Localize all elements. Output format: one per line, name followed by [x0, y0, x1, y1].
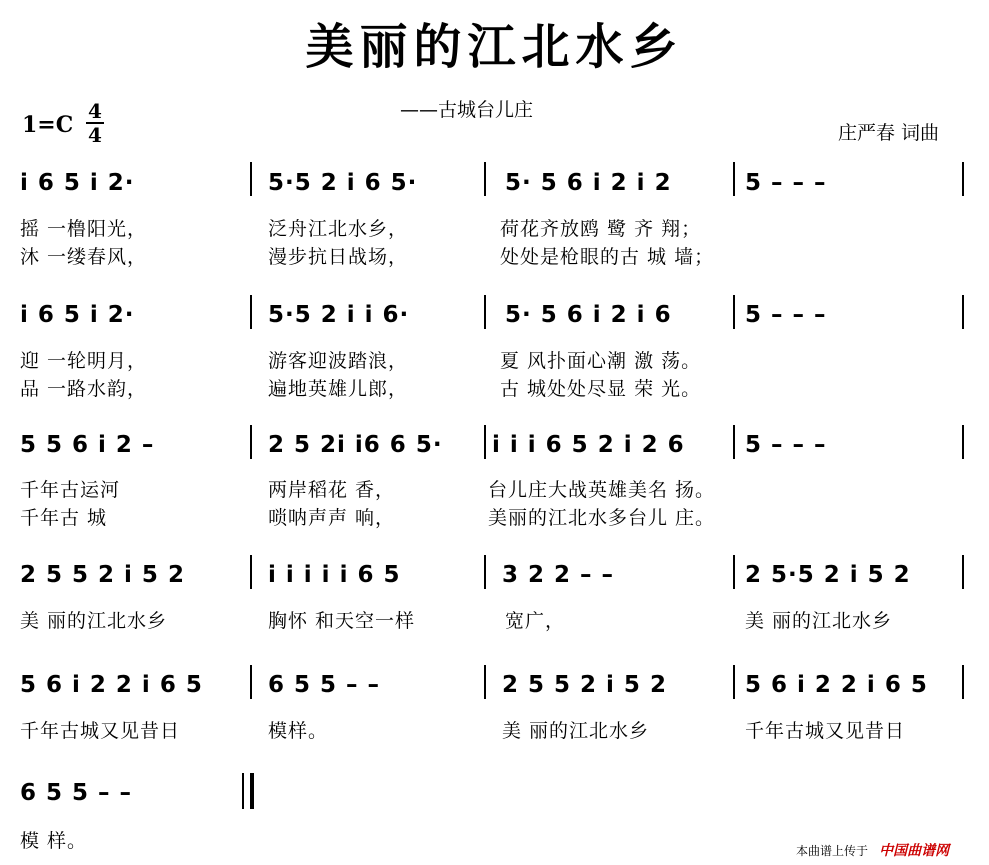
bar-line: [484, 295, 486, 329]
lyric-line: 宽广，: [505, 610, 566, 632]
lyric-line: 美 丽的江北水乡: [20, 610, 168, 632]
bar-line: [962, 555, 964, 589]
bar-line: [733, 425, 735, 459]
measure-notes: 6 5 5 – –: [268, 672, 381, 698]
measure-notes: 5 – – –: [745, 170, 827, 196]
lyric-line: 台儿庄大战英雄美名 扬。: [488, 479, 716, 501]
bar-line: [250, 425, 252, 459]
measure-notes: 3 2 2 – –: [502, 562, 615, 588]
song-subtitle: ——古城台儿庄: [400, 99, 534, 121]
measure-notes: 6 5 5 – –: [20, 780, 133, 806]
bar-line: [250, 162, 252, 196]
lyric-line: 美 丽的江北水乡: [745, 610, 893, 632]
measure-notes: 5 6 i 2 2 i 6 5: [20, 672, 203, 698]
bar-line: [484, 555, 486, 589]
measure-notes: i 6 5 i 2·: [20, 170, 135, 196]
bar-line: [962, 425, 964, 459]
bar-line: [962, 295, 964, 329]
measure-notes: i i i i i 6 5: [268, 562, 401, 588]
measure-notes: 5 5 6 i 2 –: [20, 432, 155, 458]
site-logo: 中国曲谱网: [879, 843, 950, 859]
lyric-line: 古 城处处尽显 荣 光。: [500, 378, 702, 400]
lyric-line: 胸怀 和天空一样: [268, 610, 416, 632]
lyric-line: 美 丽的江北水乡: [502, 720, 650, 742]
bar-line: [733, 665, 735, 699]
measure-notes: i 6 5 i 2·: [20, 302, 135, 328]
lyric-line: 迎 一轮明月，: [20, 350, 148, 372]
bar-line: [733, 295, 735, 329]
measure-notes: 2 5 2i i6 6 5·: [268, 432, 443, 458]
lyric-line: 千年古 城: [20, 507, 108, 529]
bar-line: [484, 665, 486, 699]
bar-line: [484, 425, 486, 459]
measure-notes: 2 5·5 2 i 5 2: [745, 562, 911, 588]
lyric-line: 沐 一缕春风，: [20, 246, 148, 268]
bar-line: [962, 665, 964, 699]
measure-notes: 5· 5 6 i 2 i 2: [505, 170, 672, 196]
upload-text: 本曲谱上传于: [796, 844, 869, 858]
measure-notes: 5 – – –: [745, 432, 827, 458]
lyric-line: 荷花齐放鸥 鹭 齐 翔；: [500, 218, 702, 240]
bar-line: [250, 555, 252, 589]
measure-notes: 2 5 5 2 i 5 2: [502, 672, 667, 698]
measure-notes: 5· 5 6 i 2 i 6: [505, 302, 672, 328]
measure-notes: 5·5 2 i i 6·: [268, 302, 410, 328]
lyric-line: 美丽的江北水多台儿 庄。: [488, 507, 716, 529]
lyric-line: 游客迎波踏浪，: [268, 350, 409, 372]
lyric-line: 模 样。: [20, 830, 88, 852]
measure-notes: 2 5 5 2 i 5 2: [20, 562, 185, 588]
lyric-line: 遍地英雄儿郎，: [268, 378, 409, 400]
measure-notes: 5 6 i 2 2 i 6 5: [745, 672, 928, 698]
bar-line: [962, 162, 964, 196]
lyric-line: 唢呐声声 响，: [268, 507, 396, 529]
bar-line: [484, 162, 486, 196]
measure-notes: 5 – – –: [745, 302, 827, 328]
bar-line: [250, 295, 252, 329]
time-signature: [86, 100, 104, 146]
time-signature-numerator: 4: [88, 99, 102, 123]
lyric-line: 品 一路水韵，: [20, 378, 148, 400]
lyric-line: 两岸稻花 香，: [268, 479, 396, 501]
measure-notes: i i i 6 5 2 i 2 6: [492, 432, 685, 458]
lyric-line: 夏 风扑面心潮 激 荡。: [500, 350, 702, 372]
lyric-line: 泛舟江北水乡，: [268, 218, 409, 240]
lyric-line: 处处是枪眼的古 城 墙；: [500, 246, 715, 268]
time-signature-denominator: 4: [86, 122, 104, 146]
bar-line: [733, 555, 735, 589]
song-title: 美丽的江北水乡: [305, 19, 684, 75]
lyric-line: 千年古城又见昔日: [20, 720, 181, 742]
key-signature: 1=C: [22, 112, 74, 138]
lyric-line: 模样。: [268, 720, 329, 742]
lyric-line: 千年古城又见昔日: [745, 720, 906, 742]
bar-line: [733, 162, 735, 196]
upload-credit: [796, 840, 949, 860]
lyric-line: 摇 一橹阳光，: [20, 218, 148, 240]
bar-line: [250, 665, 252, 699]
lyric-line: 漫步抗日战场，: [268, 246, 409, 268]
composer-credit: 庄严春 词曲: [838, 122, 940, 144]
lyric-line: 千年古运河: [20, 479, 121, 501]
final-bar-line: [242, 773, 254, 809]
measure-notes: 5·5 2 i 6 5·: [268, 170, 418, 196]
